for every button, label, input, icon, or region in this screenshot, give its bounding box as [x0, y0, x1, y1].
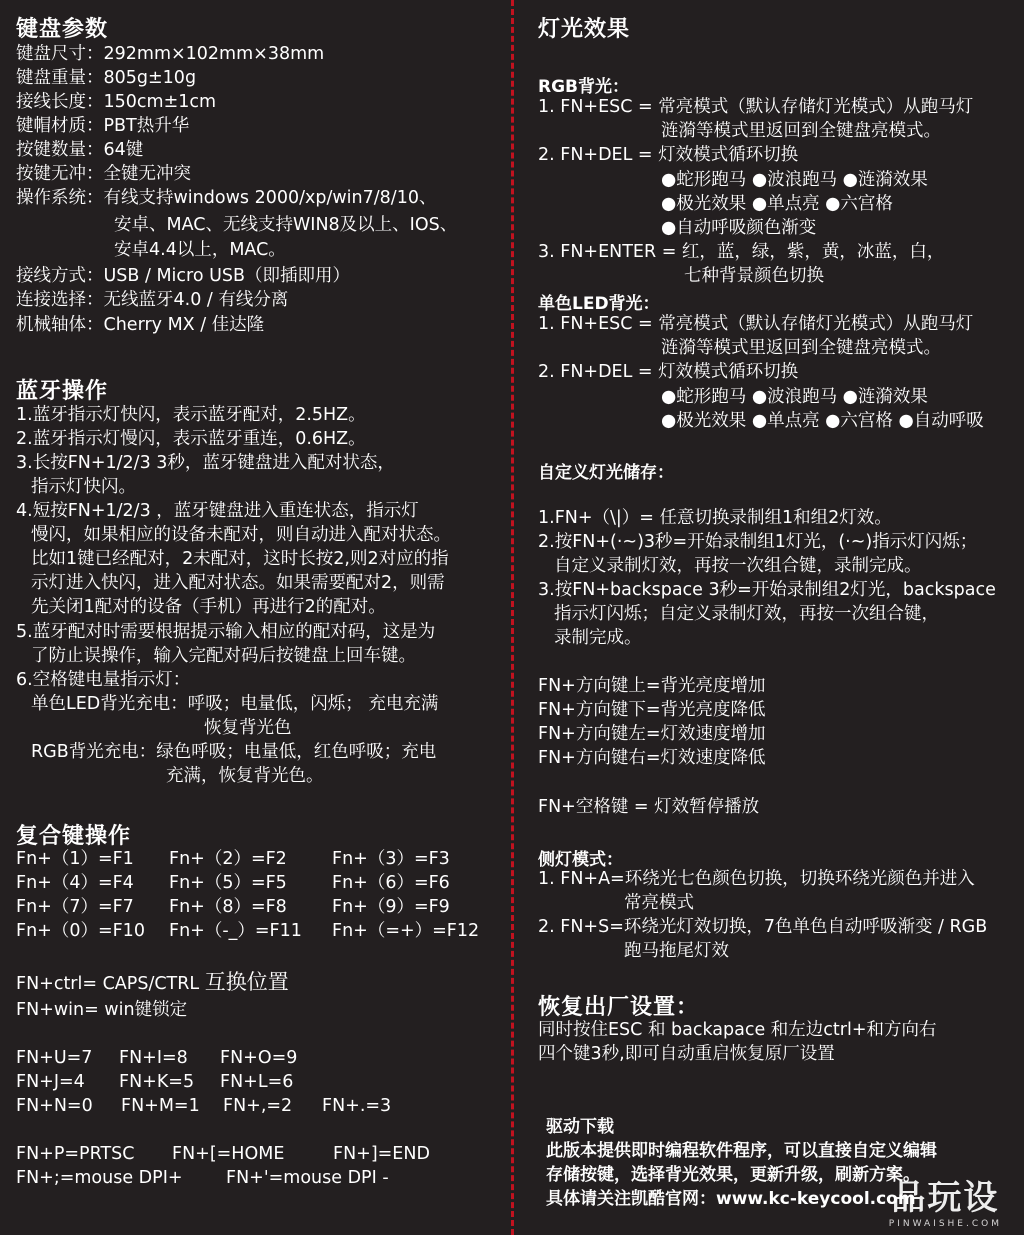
- combo-key: Fn+（8）=F8: [169, 897, 287, 917]
- side-line: 跑马拖尾灯效: [624, 941, 729, 961]
- rgb-line: 2. FN+DEL = 灯效模式循环切换: [538, 145, 799, 165]
- combo-key: Fn+（-_）=F11: [169, 921, 302, 941]
- bt-line: 指示灯快闪。: [31, 477, 136, 497]
- rgb-line: 七种背景颜色切换: [684, 266, 824, 286]
- spec-line: 机械轴体：Cherry MX / 佳达隆: [16, 315, 265, 335]
- dir-line: FN+方向键右=灯效速度降低: [538, 748, 766, 768]
- spec-title: 键盘参数: [16, 17, 109, 42]
- reset-line: 同时按住ESC 和 backapace 和左边ctrl+和方向右: [538, 1020, 937, 1040]
- combo-key: FN+[=HOME: [172, 1144, 285, 1164]
- spec-line: 键帽材质：PBT热升华: [16, 116, 190, 136]
- space-line: FN+空格键 = 灯效暂停播放: [538, 797, 760, 817]
- side-title: 侧灯模式：: [538, 850, 623, 870]
- combo-key: Fn+（0）=F10: [16, 921, 145, 941]
- custom-line: 2.按FN+(·~)3秒=开始录制组1灯光，(·~)指示灯闪烁；: [538, 532, 978, 552]
- combo-ctrl-suffix: 互换位置: [204, 970, 289, 994]
- custom-line: 3.按FN+backspace 3秒=开始录制组2灯光，backspace: [538, 580, 996, 600]
- custom-line: 录制完成。: [554, 628, 642, 648]
- dir-line: FN+方向键上=背光亮度增加: [538, 676, 766, 696]
- rgb-line: ●自动呼吸颜色渐变: [661, 218, 817, 238]
- bt-line: 4.短按FN+1/2/3 ，蓝牙键盘进入重连状态，指示灯: [16, 501, 419, 521]
- combo-key: FN+J=4: [16, 1072, 85, 1092]
- rgb-line: ●蛇形跑马 ●波浪跑马 ●涟漪效果: [661, 170, 928, 190]
- bt-line: 比如1键已经配对，2未配对，这时长按2,则2对应的指: [31, 549, 449, 569]
- bt-line: 单色LED背光充电：呼吸；电量低，闪烁； 充电充满: [31, 694, 439, 714]
- dir-line: FN+方向键左=灯效速度增加: [538, 724, 766, 744]
- custom-line: 自定义录制灯效，再按一次组合键，录制完成。: [554, 556, 922, 576]
- combo-key: FN+.=3: [322, 1096, 392, 1116]
- side-line: 2. FN+S=环绕光灯效切换，7色单色自动呼吸渐变 / RGB: [538, 917, 988, 937]
- combo-win-line: FN+win= win键锁定: [16, 1000, 188, 1020]
- mono-line: 2. FN+DEL = 灯效模式循环切换: [538, 362, 799, 382]
- spec-line: 按键数量：64键: [16, 140, 144, 160]
- custom-title: 自定义灯光储存：: [538, 463, 674, 483]
- combo-key: FN+I=8: [119, 1048, 188, 1068]
- watermark: [889, 1170, 1002, 1229]
- center-divider: [511, 0, 514, 1235]
- light-title: 灯光效果: [538, 17, 631, 42]
- spec-line: 连接选择：无线蓝牙4.0 / 有线分离: [16, 290, 289, 310]
- watermark-url: PINWAISHE.COM: [888, 1219, 1002, 1229]
- bt-line: 2.蓝牙指示灯慢闪，表示蓝牙重连，0.6HZ。: [16, 429, 366, 449]
- bt-line: 示灯进入快闪，进入配对状态。如果需要配对2，则需: [31, 573, 445, 593]
- combo-key: FN+;=mouse DPI+: [16, 1168, 183, 1188]
- bt-line: 6.空格键电量指示灯：: [16, 670, 191, 690]
- mono-line: ●蛇形跑马 ●波浪跑马 ●涟漪效果: [661, 387, 928, 407]
- combo-key: Fn+（7）=F7: [16, 897, 134, 917]
- bt-line: 1.蓝牙指示灯快闪，表示蓝牙配对，2.5HZ。: [16, 405, 366, 425]
- bt-line: 5.蓝牙配对时需要根据提示输入相应的配对码，这是为: [16, 622, 436, 642]
- combo-title: 复合键操作: [16, 824, 132, 849]
- combo-key: FN+]=END: [333, 1144, 430, 1164]
- rgb-line: 1. FN+ESC = 常亮模式（默认存储灯光模式）从跑马灯: [538, 97, 974, 117]
- rgb-line: 涟漪等模式里返回到全键盘亮模式。: [661, 121, 941, 141]
- driver-line: 具体请关注凯酷官网：www.kc-keycool.com: [546, 1189, 916, 1209]
- driver-title: 驱动下载: [546, 1117, 614, 1137]
- combo-key: Fn+（9）=F9: [332, 897, 450, 917]
- combo-key: FN+'=mouse DPI -: [226, 1168, 389, 1188]
- rgb-line: 3. FN+ENTER = 红，蓝，绿，紫，黄，冰蓝，白，: [538, 242, 945, 262]
- combo-key: Fn+（4）=F4: [16, 873, 134, 893]
- rgb-line: ●极光效果 ●单点亮 ●六宫格: [661, 194, 893, 214]
- custom-line: 1.FN+（\|）= 任意切换录制组1和组2灯效。: [538, 508, 892, 528]
- combo-key: Fn+（6）=F6: [332, 873, 450, 893]
- combo-key: FN+M=1: [121, 1096, 200, 1116]
- combo-key: FN+N=0: [16, 1096, 93, 1116]
- spec-line: 键盘重量：805g±10g: [16, 68, 197, 88]
- bt-line: 恢复背光色: [204, 718, 292, 738]
- reset-title: 恢复出厂设置：: [538, 995, 700, 1020]
- bt-line: RGB背光充电：绿色呼吸；电量低，红色呼吸；充电: [31, 742, 437, 762]
- combo-ctrl-line: [16, 970, 289, 996]
- combo-key: FN+P=PRTSC: [16, 1144, 135, 1164]
- spec-line: 键盘尺寸：292mm×102mm×38mm: [16, 44, 325, 64]
- dir-line: FN+方向键下=背光亮度降低: [538, 700, 766, 720]
- watermark-logo: 品玩设: [891, 1178, 1000, 1218]
- combo-key: FN+,=2: [223, 1096, 293, 1116]
- side-line: 常亮模式: [624, 893, 694, 913]
- combo-ctrl-prefix: FN+ctrl= CAPS/CTRL: [16, 974, 200, 994]
- combo-key: FN+O=9: [220, 1048, 298, 1068]
- combo-key: Fn+（3）=F3: [332, 849, 450, 869]
- custom-line: 指示灯闪烁；自定义录制灯效，再按一次组合键，: [554, 604, 939, 624]
- bt-line: 充满，恢复背光色。: [166, 766, 324, 786]
- combo-key: FN+K=5: [119, 1072, 195, 1092]
- combo-key: FN+U=7: [16, 1048, 93, 1068]
- bt-line: 了防止误操作，输入完配对码后按键盘上回车键。: [31, 646, 416, 666]
- bluetooth-title: 蓝牙操作: [16, 379, 109, 404]
- spec-line: 操作系统：有线支持windows 2000/xp/win7/8/10、: [16, 188, 437, 208]
- driver-line: 此版本提供即时编程软件程序，可以直接自定义编辑: [546, 1141, 937, 1161]
- spec-line: 接线方式：USB / Micro USB（即插即用）: [16, 266, 351, 286]
- mono-line: ●极光效果 ●单点亮 ●六宫格 ●自动呼吸: [661, 411, 984, 431]
- spec-line: 接线长度：150cm±1cm: [16, 92, 217, 112]
- spec-line: 安卓、MAC、无线支持WIN8及以上、IOS、: [114, 215, 458, 235]
- combo-key: Fn+（1）=F1: [16, 849, 134, 869]
- spec-line: 安卓4.4以上，MAC。: [114, 240, 286, 260]
- bt-line: 先关闭1配对的设备（手机）再进行2的配对。: [31, 597, 386, 617]
- mono-title: 单色LED背光：: [538, 294, 660, 314]
- combo-key: Fn+（=+）=F12: [332, 921, 480, 941]
- bt-line: 慢闪，如果相应的设备未配对，则自动进入配对状态。: [31, 525, 451, 545]
- rgb-title: RGB背光：: [538, 77, 630, 97]
- combo-key: Fn+（5）=F5: [169, 873, 287, 893]
- bt-line: 3.长按FN+1/2/3 3秒，蓝牙键盘进入配对状态，: [16, 453, 395, 473]
- side-line: 1. FN+A=环绕光七色颜色切换，切换环绕光颜色并进入: [538, 869, 975, 889]
- reset-line: 四个键3秒,即可自动重启恢复原厂设置: [538, 1044, 835, 1064]
- mono-line: 1. FN+ESC = 常亮模式（默认存储灯光模式）从跑马灯: [538, 314, 974, 334]
- combo-key: FN+L=6: [220, 1072, 294, 1092]
- mono-line: 涟漪等模式里返回到全键盘亮模式。: [661, 338, 941, 358]
- spec-line: 按键无冲：全键无冲突: [16, 164, 191, 184]
- combo-key: Fn+（2）=F2: [169, 849, 287, 869]
- driver-line: 存储按键，选择背光效果，更新升级，刷新方案。: [546, 1165, 920, 1185]
